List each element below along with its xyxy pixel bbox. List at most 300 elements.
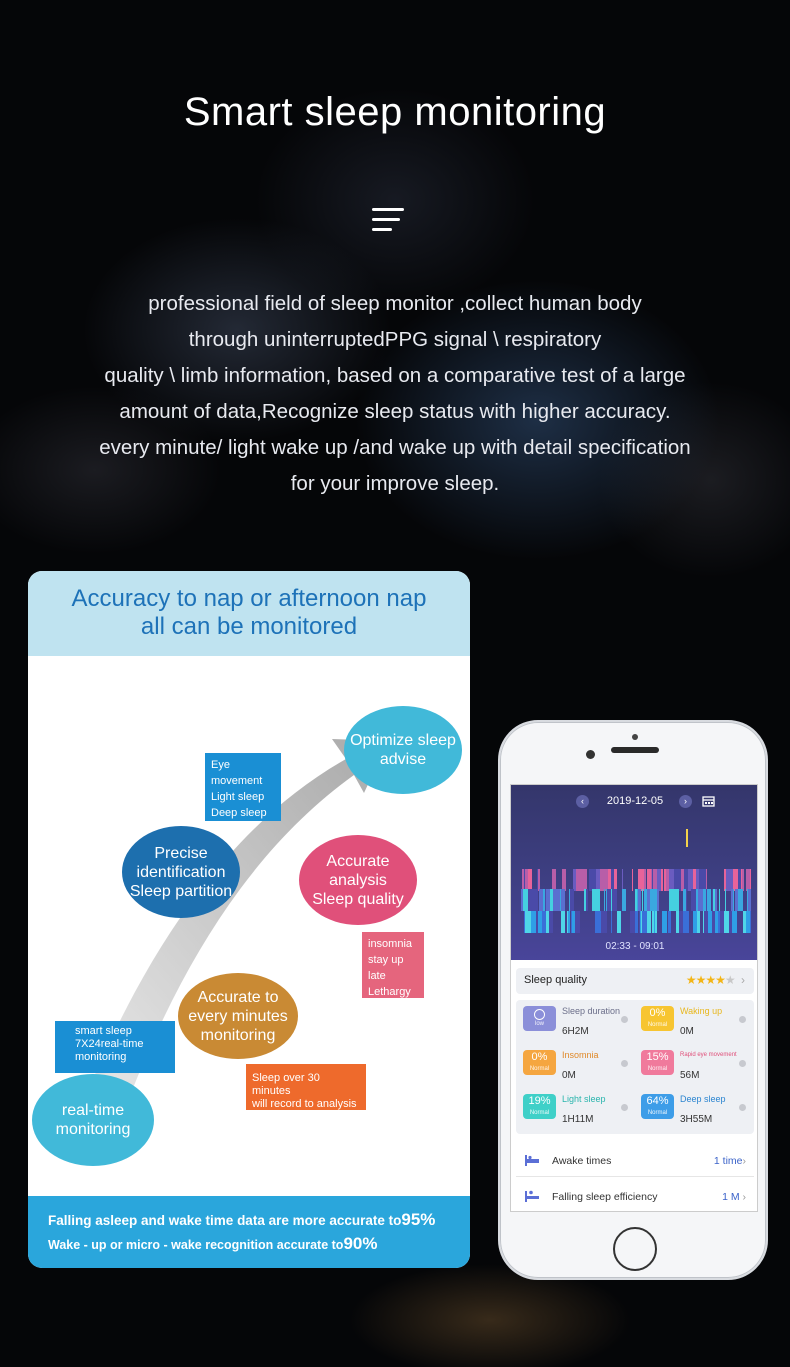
stat-value: 56M [680,1070,700,1081]
tag-text: will record to analysis [252,1098,357,1110]
app-screen [510,784,758,1212]
sleep-stage-bar [750,869,751,891]
sleep-stage-bar [525,889,528,911]
intro-line: professional field of sleep monitor ,collect human body [148,292,642,315]
sleep-stage-bar [657,869,661,891]
sleep-stage-bar [666,869,669,891]
tag-text: Sleep over 30 minutes [252,1072,320,1097]
bubble-text: real-time [61,1102,125,1119]
date-label: 2019-12-05 [606,795,664,807]
stat-light-sleep[interactable] [518,1090,634,1132]
stat-value: 1H11M [562,1114,594,1125]
sleep-stage-bar [703,911,704,933]
sleep-stage-bar [614,869,617,891]
card-footer [28,1196,470,1268]
footer-line-2 [48,1234,470,1254]
sleep-stage-bar [584,869,587,891]
sleep-stage-bar [546,889,550,911]
bed-icon [524,1153,540,1167]
sleep-stage-bar [584,889,586,911]
sleep-stage-bar [542,911,546,933]
sleep-stage-bar [567,911,568,933]
sleep-stage-bar [731,889,733,911]
sleep-stage-bar [553,889,558,911]
sleep-stage-bar [581,869,584,891]
sleep-stage-bar [591,869,596,891]
sleep-stage-bar [715,911,718,933]
sleep-stage-bar [573,869,576,891]
chevron-right-icon: › [741,973,744,987]
stat-box [641,1006,674,1031]
sleep-stage-bar [728,911,729,933]
stat-sub: Normal [647,1022,668,1028]
sleep-stage-bar [683,911,684,933]
tag-text: Lethargy [368,986,411,998]
bubble-text: Accurate to [197,988,279,1006]
clock-icon [523,1006,556,1031]
intro-line: quality \ limb information, based on a comparative test of a large [104,364,686,387]
sleep-stage-bar [603,869,607,891]
intro-line: every minute/ light wake up /and wake up with detail specification [99,436,691,459]
sleep-stage-bar [743,911,746,933]
footer-text: Wake - up or micro - wake recognition accurate to [48,1238,344,1252]
sleep-stage-bar [607,889,611,911]
sleep-stage-bar [683,889,686,911]
sleep-stage-bar [706,869,707,891]
sleep-stage-bar [664,869,666,891]
bubble-text: Optimize sleep [350,732,456,749]
stat-title: Waking up [680,1006,723,1016]
sleep-stage-bar [669,889,673,911]
speaker-grille [611,747,659,753]
stat-box [641,1094,674,1119]
sleep-stage-bar [529,911,531,933]
sleep-stage-bar [728,869,733,891]
sleep-stage-bar [654,889,657,911]
info-icon[interactable] [621,1060,628,1067]
sleep-stage-bar [675,869,678,891]
sleep-stage-bar [676,911,679,933]
sleep-stage-bar [708,911,712,933]
sleep-stage-bar [549,911,553,933]
stat-percent: 19% [528,1095,551,1107]
sleep-stage-bar [639,911,640,933]
sleep-stage-bar [706,889,707,911]
page-title: Smart sleep monitoring [183,90,607,134]
sleep-stage-bar [704,911,708,933]
info-icon[interactable] [621,1104,628,1111]
tag-text: Eye movement [211,759,263,787]
sleep-stage-bar [576,869,581,891]
bubble-text: advise [379,751,427,768]
sleep-stage-bar [707,889,710,911]
card-header-line: Accuracy to nap or afternoon nap [71,585,427,612]
sleep-stage-bar [561,911,564,933]
sleep-stage-bar [611,911,612,933]
next-date-button[interactable]: › [679,795,692,808]
stat-value: 6H2M [562,1026,589,1037]
awake-times-row[interactable] [516,1145,754,1177]
sleep-stage-bar [528,889,533,911]
sleep-stage-bar [715,889,717,911]
sleep-stage-bar [703,869,706,891]
sleep-stage-bar [570,889,574,911]
sleep-stage-bar [612,889,617,911]
feature-card [28,571,470,1268]
sleep-stage-bar [539,869,540,891]
sleep-stage-bar [712,911,715,933]
sleep-stage-bar [531,911,536,933]
sleep-stage-bar [712,889,713,911]
info-icon[interactable] [739,1104,746,1111]
sleep-stage-bar [642,889,643,911]
sleep-quality-label: Sleep quality [524,974,587,986]
sleep-stats-grid [516,1000,754,1134]
sleep-stage-bar [597,889,600,911]
intro-line: for your improve sleep. [290,472,500,495]
sleep-stage-bar [572,911,575,933]
sleep-stage-bar [668,911,671,933]
sleep-stage-bar [538,911,542,933]
sleep-stage-bar [699,869,703,891]
stat-sub: low [534,1021,544,1027]
sleep-stage-bar [611,869,614,891]
tag-text: Light sleep [211,791,265,803]
sleep-stage-bar [746,869,750,891]
stat-title: Rapid eye movement [680,1052,737,1058]
sleep-efficiency-label: Falling sleep efficiency [552,1191,658,1203]
star-icon: ★ [695,973,706,987]
stat-title: Deep sleep [680,1094,726,1104]
sleep-stage-bar [595,911,599,933]
phone-mockup [498,720,768,1280]
sleep-stage-bar [652,869,653,891]
sleep-chart [511,785,758,960]
sleep-stage-bar [748,889,751,911]
sleep-stage-bar [724,869,726,891]
tag-text: 7X24real-time [75,1038,144,1050]
stat-value: 3H55M [680,1114,713,1125]
intro-line: amount of data,Recognize sleep status with higher accuracy. [119,400,671,423]
sleep-stage-bar [688,869,693,891]
stat-deep-sleep[interactable] [636,1090,752,1132]
sleep-stage-bar [721,911,724,933]
sleep-stage-bar [647,911,651,933]
stat-waking-up[interactable] [636,1002,752,1044]
tag-insomnia [362,932,424,998]
stat-sub: Normal [529,1066,550,1072]
sleep-stage-bar [568,911,570,933]
home-button[interactable] [613,1227,657,1271]
sleep-stage-bar [637,889,638,911]
sleep-stage-bar [644,889,647,911]
stat-box [641,1050,674,1075]
bubble-realtime [32,1074,154,1166]
sleep-stage-bar [528,869,532,891]
sleep-stage-bar [606,889,607,911]
sleep-stage-bar [564,911,565,933]
stat-rem[interactable] [636,1046,752,1088]
sleep-stage-bar [543,889,545,911]
sleep-stage-bar [586,889,588,911]
info-icon[interactable] [739,1060,746,1067]
star-icon: ★ [705,973,716,987]
bubble-text: Accurate [326,852,390,870]
sleep-stage-bar [640,911,641,933]
sleep-stage-bar [691,889,696,911]
card-header-line: all can be monitored [140,613,358,640]
sleep-stage-bar [718,911,720,933]
sleep-stage-bar [651,869,652,891]
awake-value-text: 1 time [713,1155,743,1167]
sleep-stage-bar [638,869,641,891]
stat-sleep-duration[interactable] [518,1002,634,1044]
sleep-stage-bar [521,889,522,911]
sleep-stage-bar [638,889,641,911]
intro-line: through uninterruptedPPG signal \ respiratory [188,328,602,351]
sleep-stage-bar [647,869,651,891]
sleep-stage-bar [674,869,675,891]
sleep-stage-bar [575,911,580,933]
sleep-stage-bar [600,869,601,891]
stat-insomnia[interactable] [518,1046,634,1088]
sleep-stage-bar [524,869,525,891]
sleep-stage-bar [726,869,728,891]
tag-text: smart sleep [75,1025,132,1037]
intro-text [40,286,750,502]
sleep-stage-bar [677,889,679,911]
sleep-stage-bar [662,911,667,933]
awake-marker [686,829,688,847]
sleep-efficiency-value [722,1191,746,1203]
bubble-text: identification [136,863,226,881]
sleep-stage-bar [622,889,626,911]
awake-times-value [714,1155,746,1167]
bubble-precise [122,826,240,918]
sleep-stage-bar [697,911,700,933]
info-icon[interactable] [621,1016,628,1023]
tag-text: Deep sleep [211,807,267,819]
calendar-icon[interactable] [702,795,715,807]
bubble-text: analysis [329,871,387,889]
chevron-right-icon: › [742,1155,746,1167]
sleep-stage-bar [595,889,597,911]
stat-title: Sleep duration [562,1006,621,1016]
sleep-stage-bar [523,889,525,911]
bed-person-icon [524,1189,540,1203]
sleep-stage-bar [661,869,663,891]
footer-line-1 [48,1210,470,1230]
bubble-text: every minutes [188,1007,288,1025]
sleep-stage-bar [657,889,659,911]
stat-sub: Normal [529,1110,550,1116]
sleep-stage-bar [654,911,655,933]
sleep-stage-bar [741,869,742,891]
sleep-stage-bar [539,889,543,911]
sleep-stage-bars [519,825,751,935]
sleep-stage-bar [641,869,644,891]
bubble-accurate [299,835,417,925]
efficiency-value-text: 1 M [722,1191,740,1203]
footer-text: Falling asleep and wake time data are more accurate to [48,1213,402,1228]
sleep-stage-bar [522,889,523,911]
footer-value: 95% [401,1210,436,1229]
stat-box [523,1050,556,1075]
sleep-stage-bar [644,869,646,891]
stat-percent: 0% [649,1007,666,1019]
sleep-stage-bar [617,911,621,933]
stat-value: 0M [680,1026,694,1037]
sleep-efficiency-row[interactable] [516,1181,754,1212]
sleep-stage-bar [537,869,538,891]
sleep-stage-bar [642,911,647,933]
sleep-stage-bar [742,869,744,891]
sleep-stage-bar [729,911,732,933]
sleep-stage-bar [571,911,572,933]
sleep-stage-bar [596,869,600,891]
sleep-stage-bar [545,889,546,911]
sleep-stage-bar [589,869,591,891]
tag-text: insomnia [368,938,413,950]
sleep-stage-bar [635,911,638,933]
bubble-text: monitoring [200,1026,276,1044]
sleep-stage-bar [522,869,524,891]
stat-sub: Normal [647,1066,668,1072]
sleep-stage-bar [611,889,612,911]
footer-value: 90% [343,1234,378,1253]
time-range: 02:33 - 09:01 [605,941,665,952]
sleep-stage-bar [552,869,556,891]
sleep-stage-bar [569,889,570,911]
sleep-stage-bar [673,889,677,911]
sleep-stage-bar [720,911,721,933]
tag-eye-movement [205,753,281,821]
bubble-text: monitoring [55,1121,131,1138]
menu-icon [372,208,404,234]
sleep-stage-bar [561,889,565,911]
sleep-stage-bar [562,869,566,891]
sleep-stage-bar [679,911,683,933]
sleep-stage-bar [630,911,635,933]
sleep-stage-bar [592,889,595,911]
sleep-stage-bar [693,869,696,891]
front-camera [586,750,595,759]
star-rating [686,973,744,987]
sleep-stage-bar [733,889,734,911]
sleep-stage-bar [601,911,605,933]
sleep-stage-bar [641,911,642,933]
sleep-stage-bar [750,911,751,933]
sleep-stage-bar [524,911,525,933]
sleep-stage-bar [525,869,528,891]
sleep-stage-bar [669,869,674,891]
sleep-stage-bar [698,889,703,911]
sleep-stage-bar [684,911,689,933]
sleep-stage-bar [733,869,738,891]
prev-date-button[interactable]: ‹ [576,795,589,808]
tag-text: monitoring [75,1051,127,1063]
sleep-stage-bar [678,869,681,891]
star-icon: ★ [715,973,725,987]
sleep-stage-bar [622,869,623,891]
sleep-stage-bar [525,911,529,933]
bubble-minutes [178,973,298,1059]
sleep-stage-bar [684,869,688,891]
sleep-stage-bar [655,911,657,933]
sleep-stage-bar [710,889,711,911]
sleep-stage-bar [608,869,611,891]
star-icon: ★ [724,973,735,987]
sleep-stage-bar [746,911,750,933]
stat-sub: Normal [647,1110,668,1116]
bubble-text: Sleep partition [129,882,233,900]
stat-title: Light sleep [562,1094,606,1104]
sleep-stage-bar [550,889,553,911]
stat-percent: 0% [531,1051,548,1063]
info-icon[interactable] [739,1016,746,1023]
tag-smart-sleep [55,1021,175,1073]
sleep-stage-bar [724,911,728,933]
sleep-stage-bar [653,869,657,891]
sleep-stage-bar [533,889,538,911]
sleep-stage-bar [738,869,741,891]
sleep-stage-bar [681,869,684,891]
sleep-stage-bar [607,869,608,891]
sleep-stage-bar [747,889,748,911]
sleep-stage-bar [735,889,738,911]
stat-percent: 15% [646,1051,669,1063]
sleep-stage-bar [650,889,654,911]
chevron-right-icon: › [742,1191,746,1203]
sleep-stage-bar [647,889,650,911]
tag-over-30 [246,1064,366,1110]
bubble-text: Sleep quality [312,890,404,908]
stat-title: Insomnia [562,1050,599,1060]
sleep-stage-bar [560,889,561,911]
sleep-stage-bar [632,869,633,891]
stat-box [523,1094,556,1119]
sleep-stage-bar [696,869,699,891]
sensor-dot [632,734,638,740]
sleep-stage-bar [601,869,603,891]
sleep-stage-bar [732,911,737,933]
sleep-stage-bar [605,911,607,933]
star-icon: ★ [685,973,696,987]
awake-times-label: Awake times [552,1155,612,1167]
sleep-stage-bar [635,889,637,911]
tag-text: stay up late [368,954,404,982]
sleep-stage-bar [599,911,601,933]
bubble-text: Precise [154,844,208,862]
sleep-stage-bar [652,911,654,933]
sleep-stage-bar [538,869,539,891]
bubble-optimize [344,706,462,794]
stat-value: 0M [562,1070,576,1081]
sleep-stage-bar [696,889,698,911]
sleep-stage-bar [725,889,726,911]
sleep-stage-bar [719,889,720,911]
sleep-stage-bar [558,889,560,911]
sleep-quality-row[interactable] [516,968,754,994]
sleep-stage-bar [693,911,697,933]
sleep-stage-bar [686,889,687,911]
sleep-stage-bar [536,911,538,933]
stat-percent: 64% [646,1095,669,1107]
sleep-stage-bar [604,889,605,911]
sleep-stage-bar [713,889,715,911]
sleep-stage-bar [738,889,743,911]
sleep-stage-bar [546,911,549,933]
